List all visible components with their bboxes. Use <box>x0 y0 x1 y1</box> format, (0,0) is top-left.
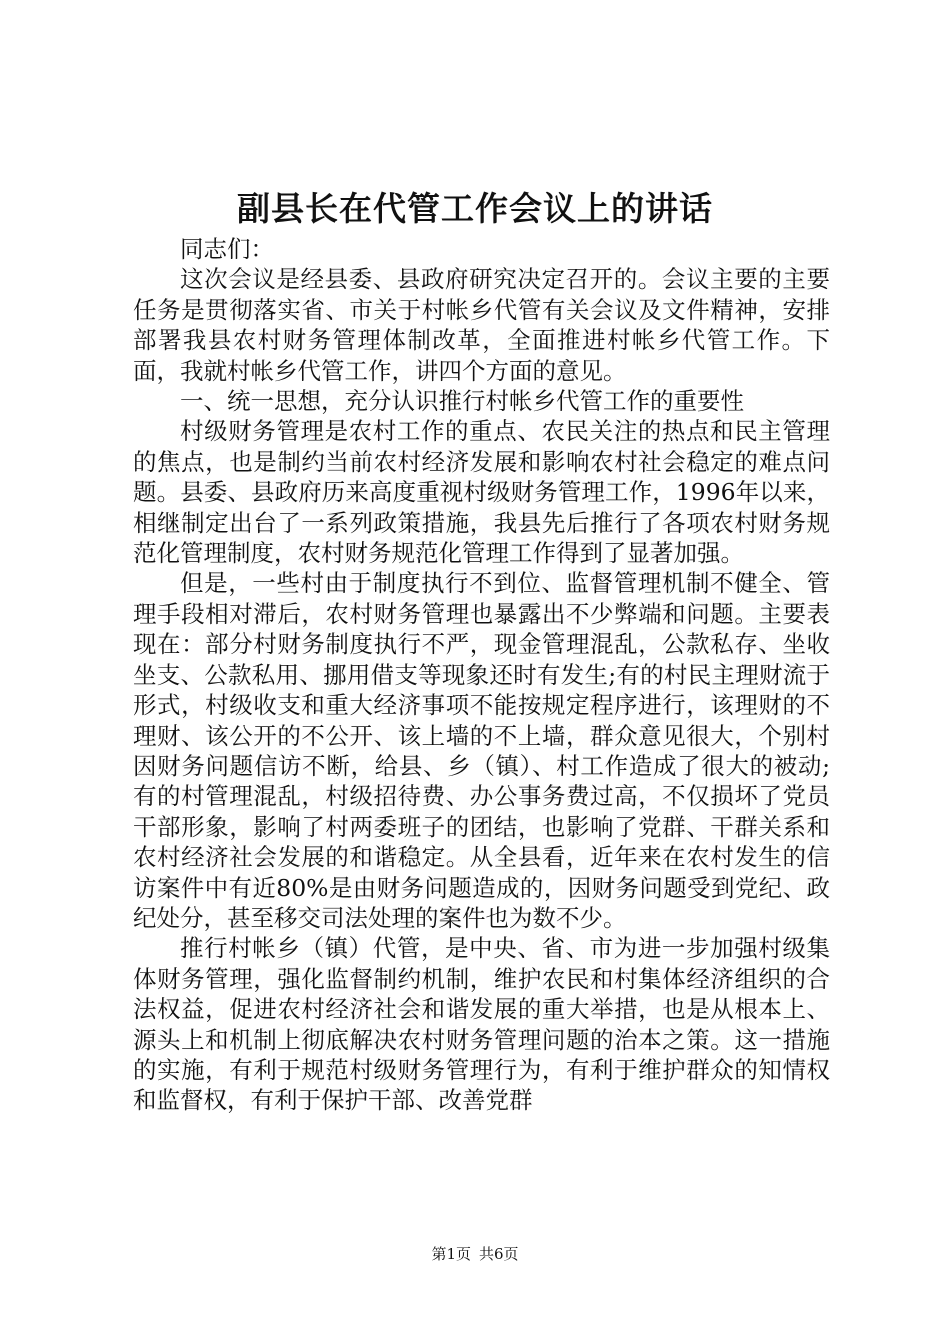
paragraph-body: 但是，一些村由于制度执行不到位、监督管理机制不健全、管理手段相对滞后，农村财务管理也暴露出不少弊端和问题。主要表现在：部分村财务制度执行不严，现金管理混乱，公款私存、坐收坐支、公款私用、挪用借支等现象还时有发生;有的村民主理财流于形式，村级收支和重大经济事项不能按规定程序进行，该理财的不理财、该公开的不公开、该上墙的不上墙，群众意见很大，个别村因财务问题信访不断，给县、乡（镇）、村工作造成了很大的被动;有的村管理混乱，村级招待费、办公事务费过高，不仅损坏了党员干部形象，影响了村两委班子的团结，也影响了党群、干群关系和农村经济社会发展的和谐稳定。从全县看，近年来在农村发生的信访案件中有近80%是由财务问题造成的，因财务问题受到党纪、政纪处分，甚至移交司法处理的案件也为数不少。 <box>133 569 830 932</box>
page-total: 共6页 <box>479 1245 519 1263</box>
page-footer <box>0 1243 950 1265</box>
paragraph-body: 村级财务管理是农村工作的重点、农民关注的热点和民主管理的焦点，也是制约当前农村经济发展和影响农村社会稳定的难点问题。县委、县政府历来高度重视村级财务管理工作，1996年以来，相继制定出台了一系列政策措施，我县先后推行了各项农村财务规范化管理制度，农村财务规范化管理工作得到了显著加强。 <box>133 417 830 568</box>
paragraph-salutation: 同志们： <box>180 235 274 263</box>
document-body <box>133 234 830 1116</box>
page-number: 第1页 <box>431 1245 471 1263</box>
document-title: 副县长在代管工作会议上的讲话 <box>237 189 713 228</box>
paragraph-intro: 这次会议是经县委、县政府研究决定召开的。会议主要的主要任务是贯彻落实省、市关于村帐乡代管有关会议及文件精神，安排部署我县农村财务管理体制改革，全面推进村帐乡代管工作。下面，我就村帐乡代管工作，讲四个方面的意见。 <box>133 265 830 385</box>
section-heading-1: 一、统一思想，充分认识推行村帐乡代管工作的重要性 <box>180 387 744 416</box>
paragraph-body: 推行村帐乡（镇）代管，是中央、省、市为进一步加强村级集体财务管理，强化监督制约机制，维护农民和村集体经济组织的合法权益，促进农村经济社会和谐发展的重大举措，也是从根本上、源头上和机制上彻底解决农村财务管理问题的治本之策。这一措施的实施，有利于规范村级财务管理行为，有利于维护群众的知情权和监督权，有利于保护干部、改善党群 <box>133 934 830 1115</box>
